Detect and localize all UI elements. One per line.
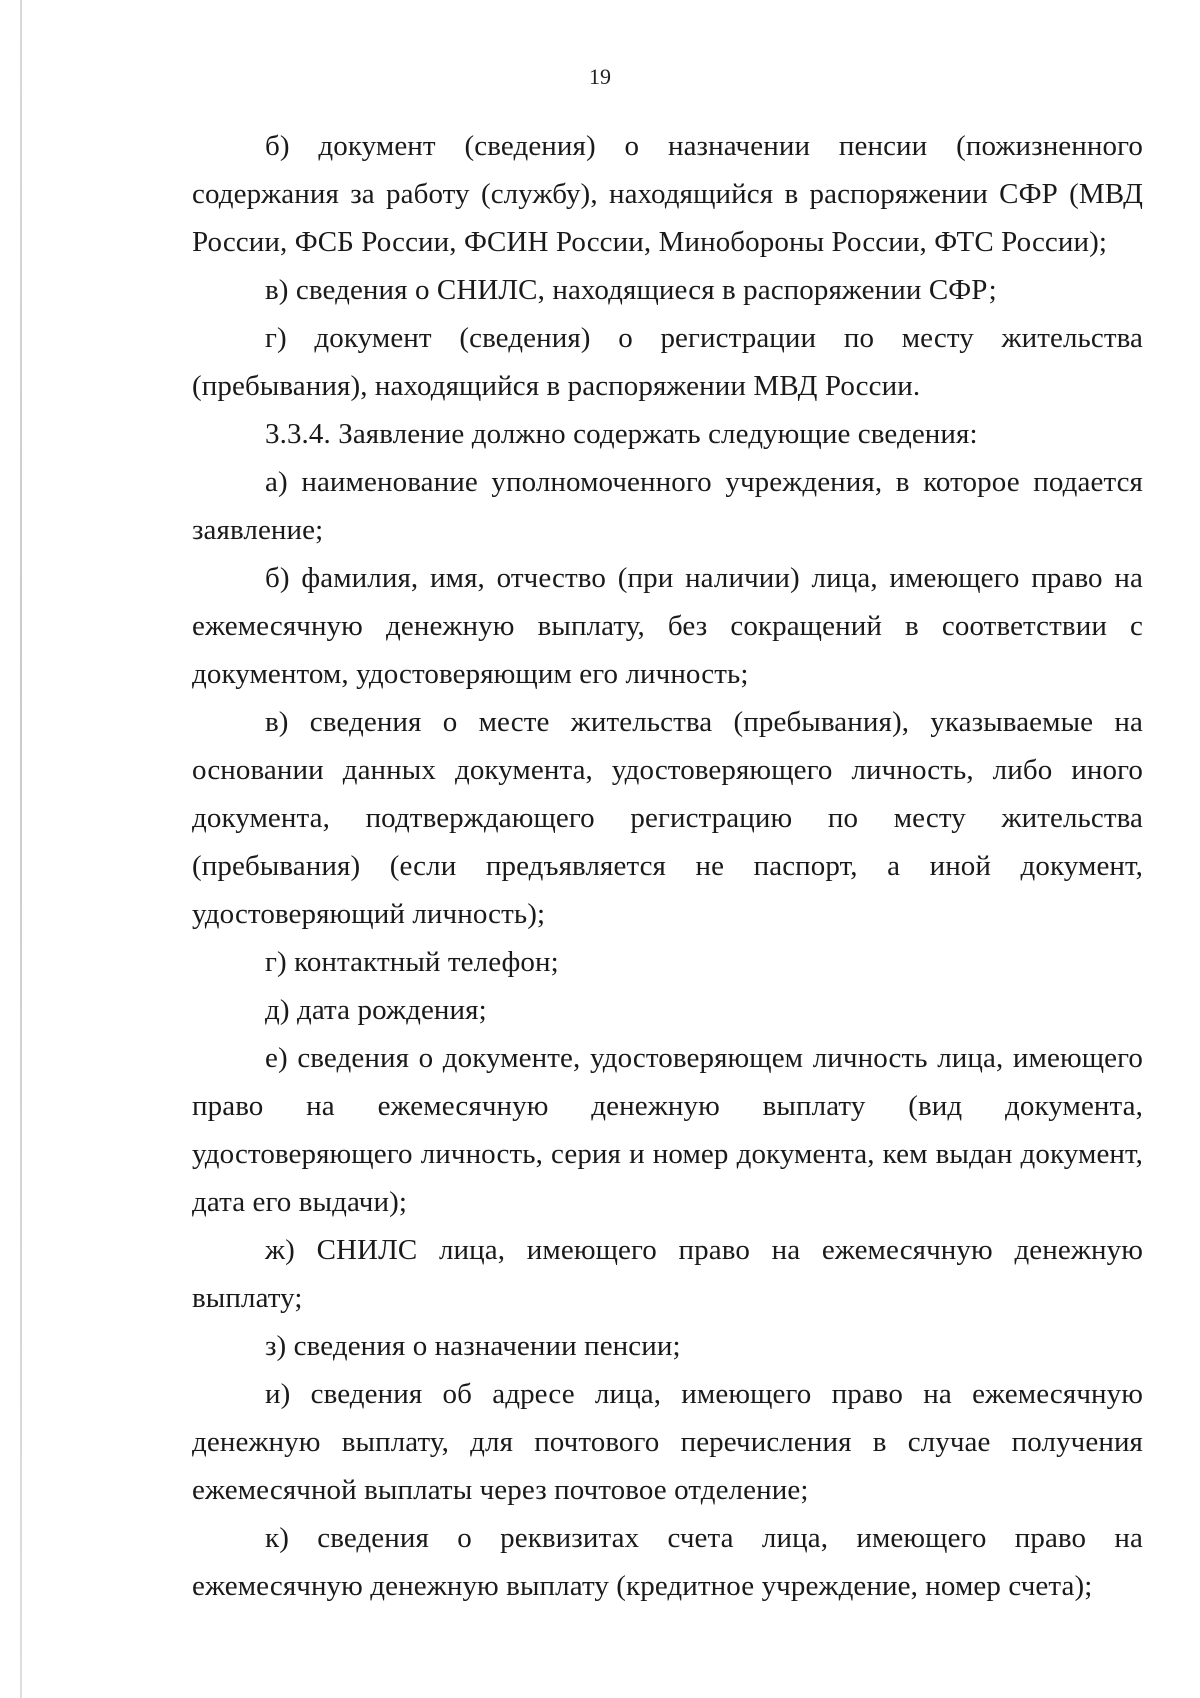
- paragraph-b-full-name: б) фамилия, имя, отчество (при наличии) лица, имеющего право на ежемесячную денежную выплату, без сокращений в соответствии с документом, удостоверяющим его личность;: [192, 562, 1143, 690]
- paragraph-v-residence-info: в) сведения о месте жительства (пребывания), указываемые на основании данных документа, удостоверяющего личность, либо иного документа, подтверждающего регистрацию по месту жительства (пребывания) (если предъявляется не паспорт, а иной документ, удостоверяющий личность);: [192, 706, 1143, 930]
- paragraph-zh-snils: ж) СНИЛС лица, имеющего право на ежемесячную денежную выплату;: [192, 1234, 1143, 1314]
- paragraph-b-pension-document: б) документ (сведения) о назначении пенсии (пожизненного содержания за работу (службу), находящийся в распоряжении СФР (МВД России, ФСБ России, ФСИН России, Минобороны России, ФТС России);: [192, 130, 1143, 258]
- paragraph-k-bank-details: к) сведения о реквизитах счета лица, имеющего право на ежемесячную денежную выплату (кредитное учреждение, номер счета);: [192, 1522, 1143, 1602]
- document-body: [192, 122, 1143, 1610]
- paragraph-a-institution-name: а) наименование уполномоченного учреждения, в которое подается заявление;: [192, 466, 1143, 546]
- scan-binding-edge: [20, 0, 22, 1698]
- paragraph-g-contact-phone: г) контактный телефон;: [265, 946, 559, 978]
- paragraph-e-identity-document: е) сведения о документе, удостоверяющем личность лица, имеющего право на ежемесячную денежную выплату (вид документа, удостоверяющего личность, серия и номер документа, кем выдан документ, дата его выдачи);: [192, 1042, 1143, 1218]
- paragraph-i-postal-address: и) сведения об адресе лица, имеющего право на ежемесячную денежную выплату, для почтового перечисления в случае получения ежемесячной выплаты через почтовое отделение;: [192, 1378, 1143, 1506]
- paragraph-d-birth-date: д) дата рождения;: [265, 994, 487, 1026]
- paragraph-v-snils-info: в) сведения о СНИЛС, находящиеся в распоряжении СФР;: [265, 274, 997, 306]
- paragraph-g-registration-document: г) документ (сведения) о регистрации по месту жительства (пребывания), находящийся в распоряжении МВД России.: [192, 322, 1143, 402]
- page-number: 19: [589, 64, 611, 89]
- paragraph-3-3-4-heading: 3.3.4. Заявление должно содержать следующие сведения:: [265, 418, 978, 450]
- paragraph-z-pension-info: з) сведения о назначении пенсии;: [265, 1330, 681, 1362]
